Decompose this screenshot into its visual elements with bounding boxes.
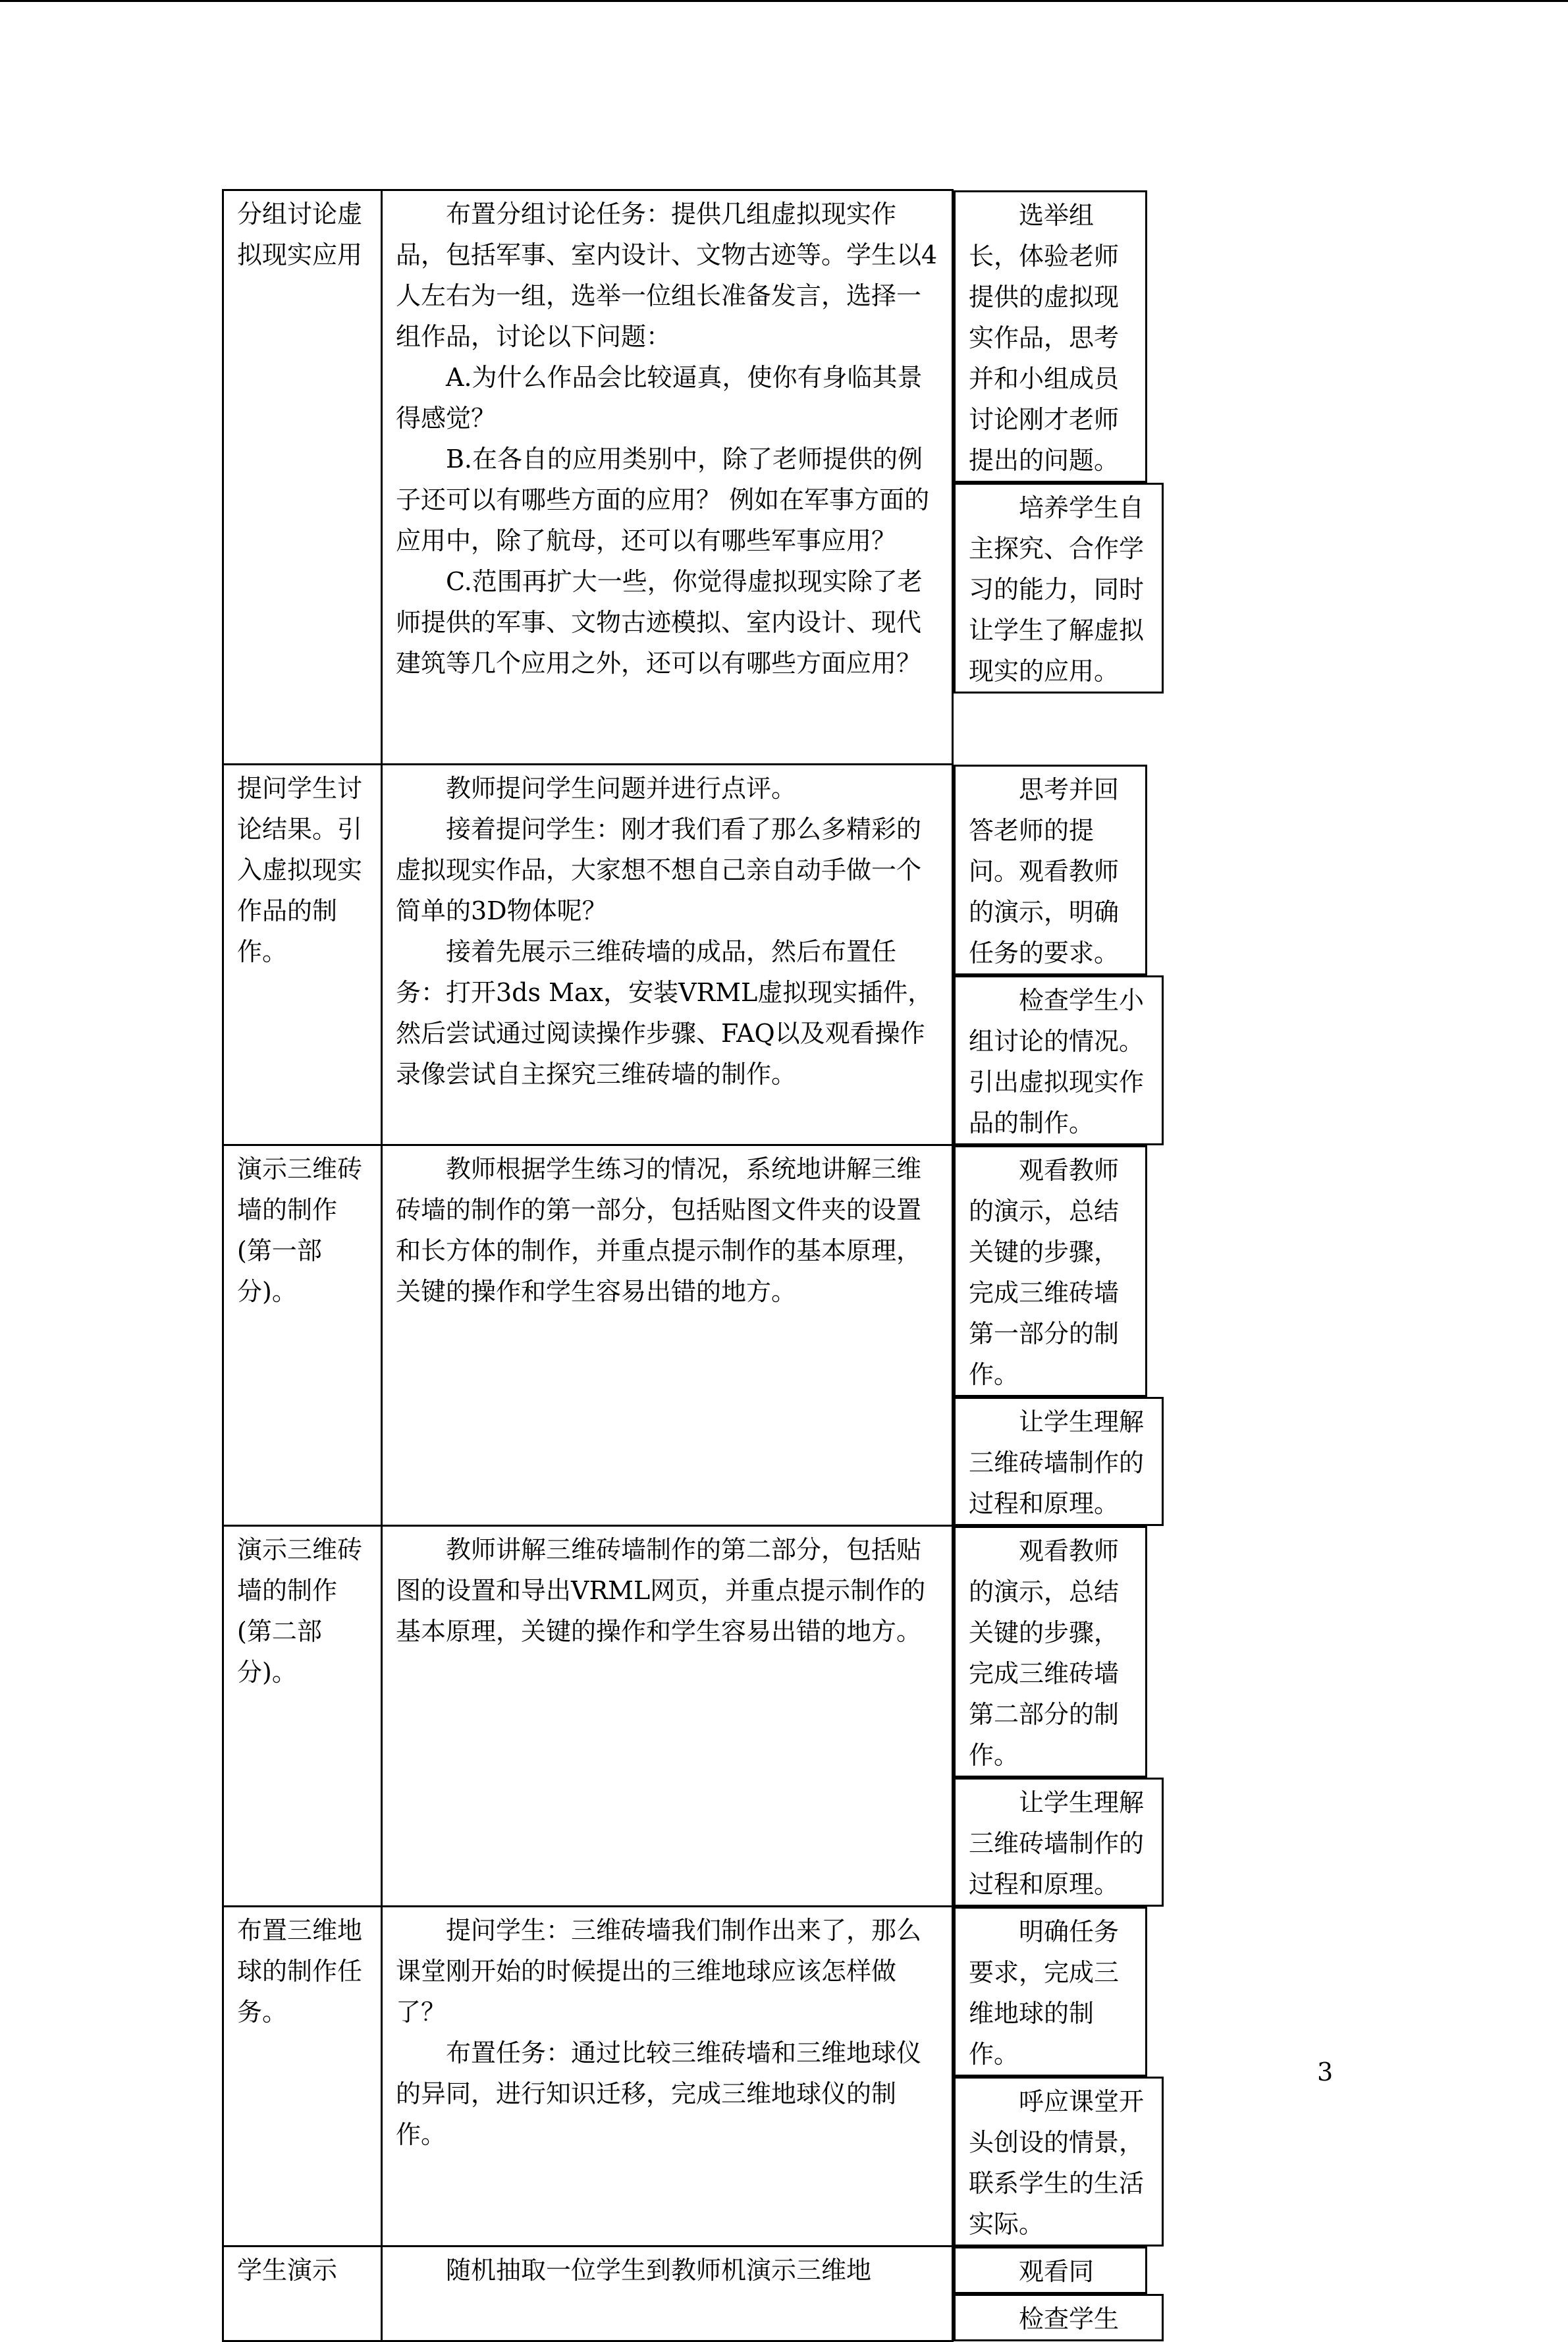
teacher-paragraph: 布置任务：通过比较三维砖墙和三维地球仪的异同，进行知识迁移，完成三维地球仪的制作。 xyxy=(396,2038,922,2149)
teacher-paragraph: 接着先展示三维砖墙的成品，然后布置任务：打开3ds Max，安装VRML虚拟现实插件，然后尝试通过阅读操作步骤、FAQ以及观看操作录像尝试自主探究三维砖墙的制作。 xyxy=(396,937,933,1089)
page-number: 3 xyxy=(1317,2057,1334,2086)
design-purpose-cell: 让学生理解三维砖墙制作的过程和原理。 xyxy=(954,1778,1164,1907)
top-border-line xyxy=(0,0,1568,2)
lesson-plan-table xyxy=(222,189,1346,2342)
teacher-paragraph: A.为什么作品会比较逼真，使你有身临其景得感觉？ xyxy=(396,363,923,433)
teacher-activity-cell xyxy=(382,1145,953,1526)
design-purpose-cell: 检查学生 xyxy=(954,2294,1164,2341)
student-activity-cell: 观看教师的演示，总结关键的步骤，完成三维砖墙第一部分的制作。 xyxy=(954,1145,1147,1397)
table-row xyxy=(223,2247,1345,2341)
teacher-activity-cell xyxy=(382,1907,953,2247)
stage-cell: 分组讨论虚拟现实应用 xyxy=(223,190,382,765)
table-row xyxy=(223,1907,1345,2247)
stage-cell: 演示三维砖墙的制作(第二部分)。 xyxy=(223,1526,382,1907)
student-activity-cell: 思考并回答老师的提问。观看教师的演示，明确任务的要求。 xyxy=(954,765,1147,975)
stage-cell: 学生演示 xyxy=(223,2247,382,2341)
teacher-paragraph: 教师讲解三维砖墙制作的第二部分，包括贴图的设置和导出VRML网页，并重点提示制作的基本原理，关键的操作和学生容易出错的地方。 xyxy=(396,1535,926,1646)
stage-cell: 布置三维地球的制作任务。 xyxy=(223,1907,382,2247)
stage-cell: 演示三维砖墙的制作(第一部分)。 xyxy=(223,1145,382,1526)
teacher-paragraph: 随机抽取一位学生到教师机演示三维地 xyxy=(446,2256,872,2285)
teacher-paragraph: 教师根据学生练习的情况，系统地讲解三维砖墙的制作的第一部分，包括贴图文件夹的设置和长方体的制作，并重点提示制作的基本原理，关键的操作和学生容易出错的地方。 xyxy=(396,1155,922,1306)
table-row xyxy=(223,765,1345,1145)
design-purpose-cell: 让学生理解三维砖墙制作的过程和原理。 xyxy=(954,1397,1164,1526)
teacher-activity-cell xyxy=(382,190,953,765)
design-purpose-cell: 呼应课堂开头创设的情景，联系学生的生活实际。 xyxy=(954,2077,1164,2247)
student-activity-cell: 明确任务要求，完成三维地球的制作。 xyxy=(954,1907,1147,2077)
teacher-activity-cell xyxy=(382,765,953,1145)
teacher-paragraph: C.范围再扩大一些，你觉得虚拟现实除了老师提供的军事、文物古迹模拟、室内设计、现代建筑等几个应用之外，还可以有哪些方面应用？ xyxy=(396,567,923,678)
student-activity-cell: 观看教师的演示，总结关键的步骤，完成三维砖墙第二部分的制作。 xyxy=(954,1526,1147,1778)
table-row xyxy=(223,1526,1345,1907)
teacher-paragraph: 教师提问学生问题并进行点评。 xyxy=(446,774,797,803)
table-row xyxy=(223,190,1345,765)
teacher-paragraph: 布置分组讨论任务：提供几组虚拟现实作品，包括军事、室内设计、文物古迹等。学生以4人左右为一组，选举一位组长准备发言，选择一组作品，讨论以下问题： xyxy=(396,200,938,351)
teacher-paragraph: B.在各自的应用类别中，除了老师提供的例子还可以有哪些方面的应用？ 例如在军事方面的应用中，除了航母，还可以有哪些军事应用？ xyxy=(396,445,930,555)
design-purpose-cell: 培养学生自主探究、合作学习的能力，同时让学生了解虚拟现实的应用。 xyxy=(954,483,1164,694)
table-row xyxy=(223,1145,1345,1526)
design-purpose-cell: 检查学生小组讨论的情况。引出虚拟现实作品的制作。 xyxy=(954,975,1164,1145)
teacher-activity-cell xyxy=(382,1526,953,1907)
student-activity-cell: 观看同 xyxy=(954,2247,1147,2294)
teacher-paragraph: 提问学生：三维砖墙我们制作出来了，那么课堂刚开始的时候提出的三维地球应该怎样做了？ xyxy=(396,1916,922,2027)
teacher-activity-cell xyxy=(382,2247,953,2341)
teacher-paragraph: 接着提问学生：刚才我们看了那么多精彩的虚拟现实作品，大家想不想自己亲自动手做一个简单的3D物体呢？ xyxy=(396,815,922,925)
student-activity-cell: 选举组长，体验老师提供的虚拟现实作品，思考并和小组成员讨论刚才老师提出的问题。 xyxy=(954,190,1147,483)
stage-cell: 提问学生讨论结果。引入虚拟现实作品的制作。 xyxy=(223,765,382,1145)
